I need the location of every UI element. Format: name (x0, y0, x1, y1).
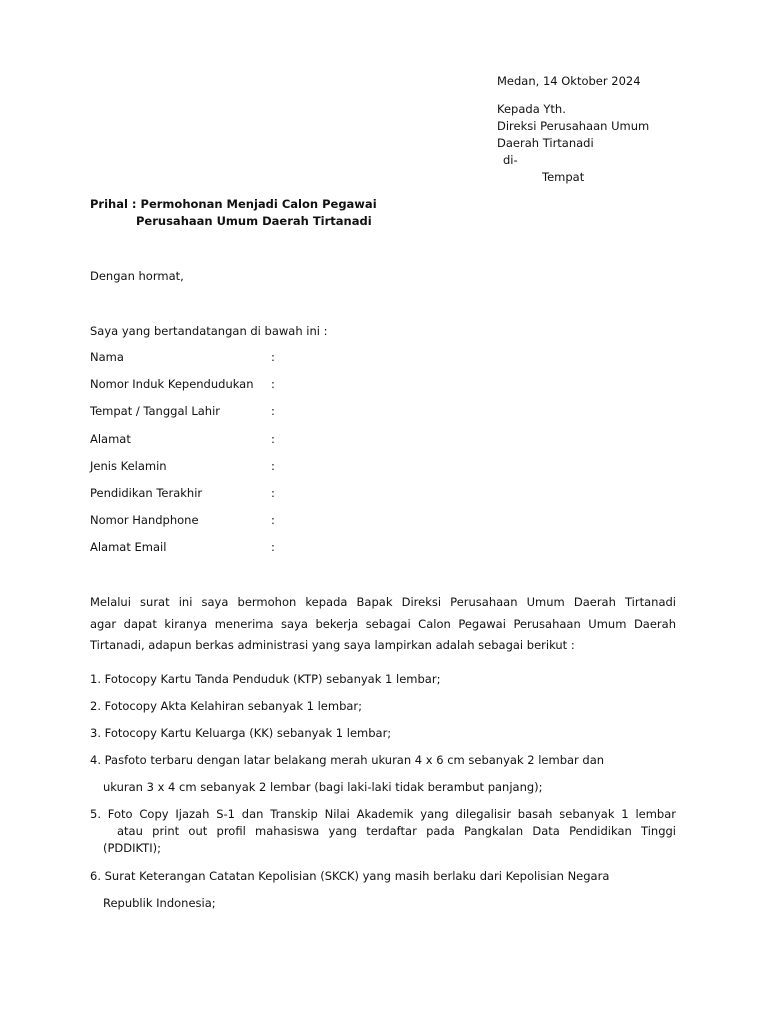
field-label-ttl: Tempat / Tanggal Lahir (90, 404, 221, 418)
field-label-alamat: Alamat (90, 432, 131, 446)
field-colon: : (271, 404, 275, 418)
field-colon: : (271, 540, 275, 554)
recipient-line: di- (503, 153, 518, 167)
field-label-email: Alamat Email (90, 540, 167, 554)
recipient-line: Direksi Perusahaan Umum (497, 119, 650, 133)
body-line: agar dapat kiranya menerima saya bekerja sebagai Calon Pegawai Perusahaan Umum Daerah (90, 617, 676, 631)
list-item-continuation: atau print out profil mahasiswa yang terdaftar pada Pangkalan Data Pendidikan Tinggi (117, 824, 676, 838)
list-item: 4. Pasfoto terbaru dengan latar belakang merah ukuran 4 x 6 cm sebanyak 2 lembar dan (90, 753, 605, 767)
recipient-line: Daerah Tirtanadi (497, 136, 594, 150)
field-colon: : (271, 350, 275, 364)
field-colon: : (271, 459, 275, 473)
field-label-jenis-kelamin: Jenis Kelamin (90, 459, 167, 473)
place-date: Medan, 14 Oktober 2024 (497, 74, 641, 88)
list-item: 3. Fotocopy Kartu Keluarga (KK) sebanyak 1 lembar; (90, 726, 392, 740)
list-item-continuation: (PDDIKTI); (103, 841, 161, 855)
list-item: 1. Fotocopy Kartu Tanda Penduduk (KTP) sebanyak 1 lembar; (90, 672, 441, 686)
field-label-handphone: Nomor Handphone (90, 513, 199, 527)
intro-text: Saya yang bertandatangan di bawah ini : (90, 324, 328, 338)
greeting: Dengan hormat, (90, 269, 184, 283)
body-line: Tirtanadi, adapun berkas administrasi yang saya lampirkan adalah sebagai berikut : (90, 638, 575, 652)
list-item-continuation: Republik Indonesia; (103, 896, 216, 910)
field-label-pendidikan: Pendidikan Terakhir (90, 486, 203, 500)
field-colon: : (271, 377, 275, 391)
list-item: 6. Surat Keterangan Catatan Kepolisian (SKCK) yang masih berlaku dari Kepolisian Negara (90, 869, 610, 883)
list-item: 5. Foto Copy Ijazah S-1 dan Transkip Nilai Akademik yang dilegalisir basah sebanyak 1 lembar (90, 807, 676, 821)
recipient-line: Tempat (542, 170, 585, 184)
recipient-line: Kepada Yth. (497, 102, 566, 116)
body-line: Melalui surat ini saya bermohon kepada Bapak Direksi Perusahaan Umum Daerah Tirtanadi (90, 595, 676, 609)
subject-line: Prihal : Permohonan Menjadi Calon Pegawai (90, 197, 377, 211)
field-colon: : (271, 513, 275, 527)
field-label-nik: Nomor Induk Kependudukan (90, 377, 254, 391)
field-label-nama: Nama (90, 350, 124, 364)
list-item-continuation: ukuran 3 x 4 cm sebanyak 2 lembar (bagi laki-laki tidak berambut panjang); (103, 780, 543, 794)
subject-line: Perusahaan Umum Daerah Tirtanadi (136, 214, 372, 228)
field-colon: : (271, 486, 275, 500)
field-colon: : (271, 432, 275, 446)
list-item: 2. Fotocopy Akta Kelahiran sebanyak 1 lembar; (90, 699, 363, 713)
